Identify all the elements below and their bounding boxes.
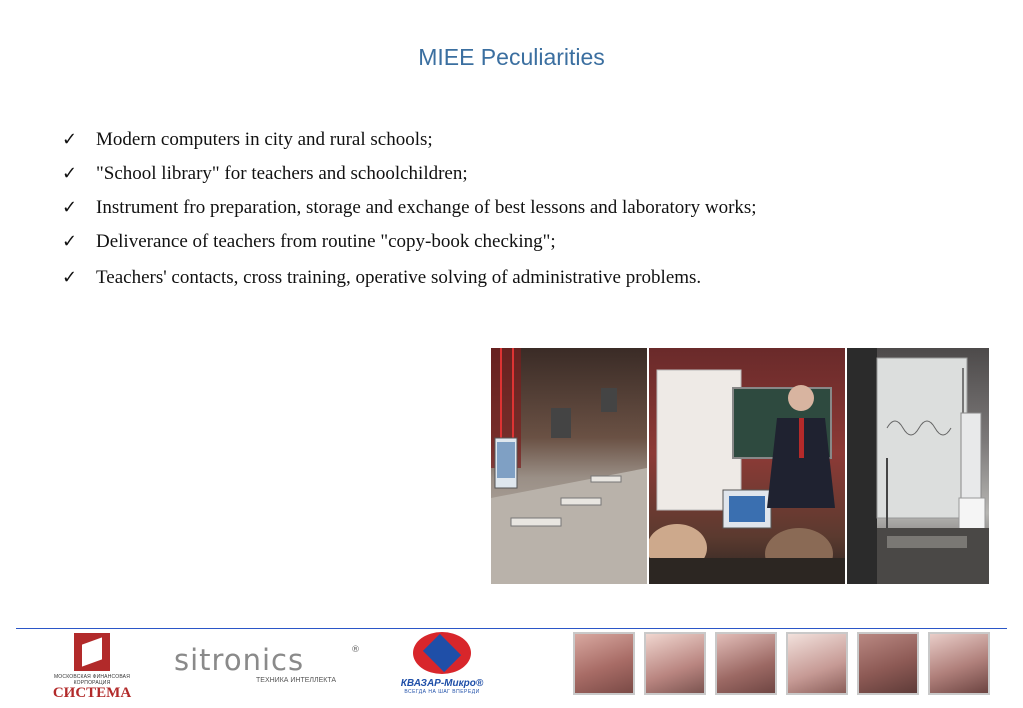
kvazar-name — [397, 678, 487, 689]
slide-title: MIEE Peculiarities — [418, 44, 605, 70]
registered-mark: ® — [475, 678, 484, 689]
bullet-item — [62, 160, 757, 194]
sistema-emblem-icon — [74, 633, 110, 671]
checkmark-icon: ✓ — [62, 231, 78, 252]
thumbnail-image — [786, 632, 848, 695]
sistema-small-text: МОСКОВСКАЯ ФИНАНСОВАЯ КОРПОРАЦИЯ — [53, 674, 131, 686]
thumbnail-image — [928, 632, 990, 695]
sitronics-wordmark: sitronics — [174, 643, 305, 677]
classroom-computers-photo — [491, 348, 647, 584]
bullet-text: Modern computers in city and rural schools; — [96, 129, 433, 150]
thumbnail-image — [573, 632, 635, 695]
checkmark-icon: ✓ — [62, 129, 78, 150]
kvazar-logo — [397, 632, 487, 700]
laboratory-equipment-photo — [847, 348, 989, 584]
kvazar-tagline: ВСЕГДА НА ШАГ ВПЕРЕДИ — [404, 689, 480, 695]
sistema-name: СИСТЕМА — [52, 685, 132, 701]
sistema-logo — [42, 633, 142, 699]
bullet-text: Instrument fro preparation, storage and exchange of best lessons and laboratory works; — [96, 197, 757, 218]
thumbnail-image — [644, 632, 706, 695]
teacher-presentation-photo — [649, 348, 845, 584]
checkmark-icon: ✓ — [62, 163, 78, 184]
bullet-text: Deliverance of teachers from routine "copy-book checking"; — [96, 231, 556, 252]
teacher-presentation-illustration — [649, 348, 845, 584]
registered-mark: ® — [351, 645, 360, 655]
bullet-item — [62, 194, 757, 228]
bullet-item — [62, 264, 757, 298]
footer-divider — [16, 628, 1007, 629]
kvazar-name-text: КВАЗАР-Микро — [400, 678, 476, 689]
sitronics-logo — [174, 645, 362, 689]
bullet-text: "School library" for teachers and schoolchildren; — [96, 163, 468, 184]
photo-collage — [491, 348, 989, 584]
checkmark-icon: ✓ — [62, 197, 78, 218]
sitronics-tagline: ТЕХНИКА ИНТЕЛЛЕКТА — [256, 677, 337, 684]
classroom-computers-illustration — [491, 348, 647, 584]
laboratory-equipment-illustration — [847, 348, 989, 584]
kvazar-emblem-icon — [413, 632, 471, 674]
bullet-text: Teachers' contacts, cross training, operative solving of administrative problems. — [96, 267, 702, 288]
checkmark-icon: ✓ — [62, 267, 78, 288]
thumbnail-image — [715, 632, 777, 695]
bullet-list — [62, 126, 757, 298]
bullet-item — [62, 228, 757, 262]
thumbnail-strip — [573, 632, 990, 695]
bullet-item — [62, 126, 757, 160]
thumbnail-image — [857, 632, 919, 695]
